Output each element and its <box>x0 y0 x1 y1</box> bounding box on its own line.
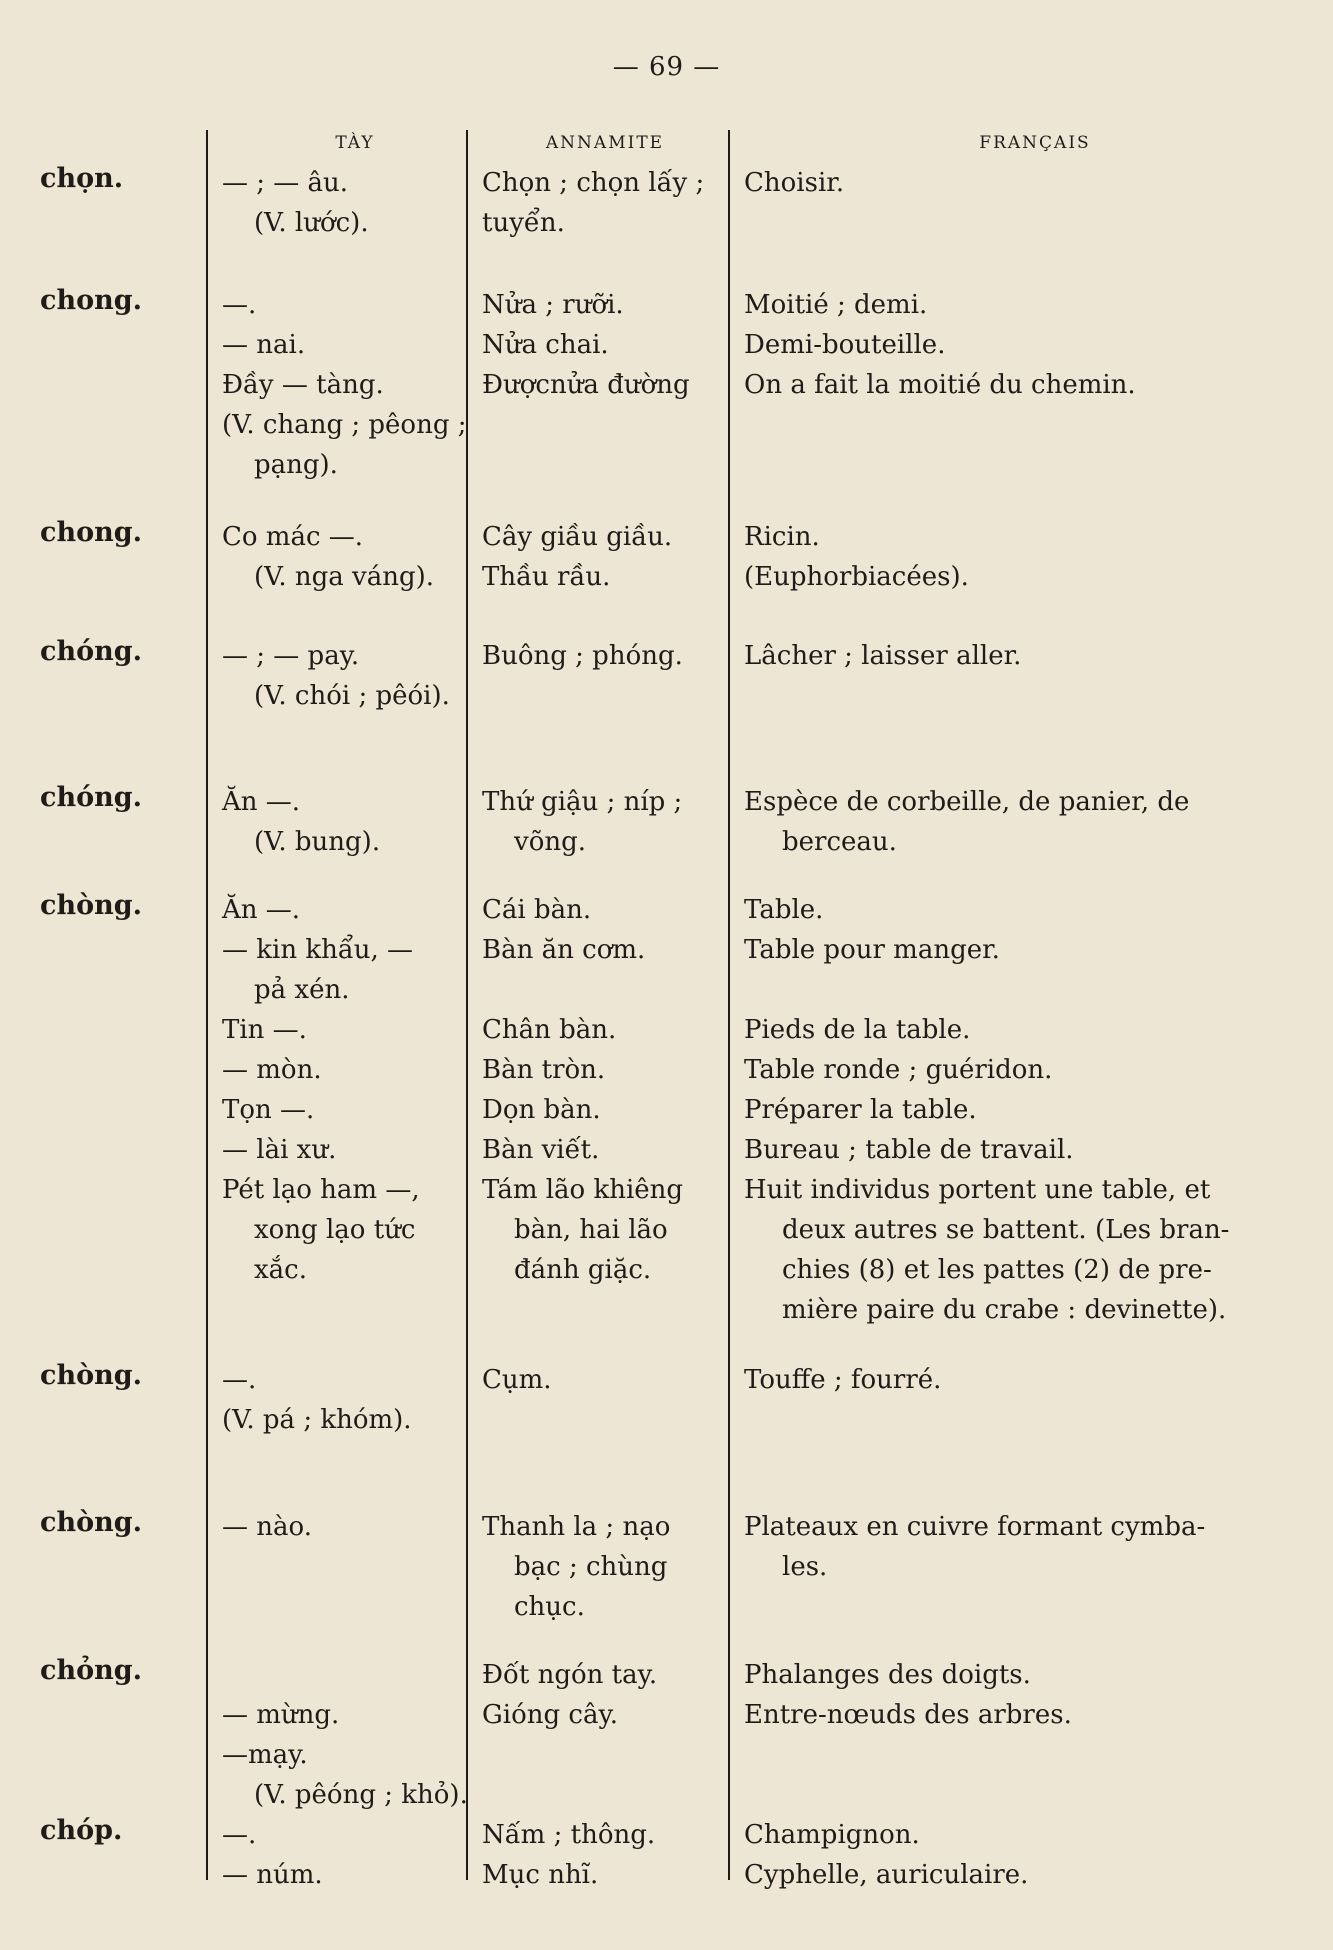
text-line: Lâcher ; laisser aller. <box>744 641 1022 671</box>
francais-column <box>744 890 1230 1330</box>
text-line: Espèce de corbeille, de panier, de <box>744 787 1190 817</box>
text-line <box>222 1655 467 1695</box>
text-line: —. <box>222 1365 257 1395</box>
text-line: les. <box>782 1552 828 1582</box>
text-line: mière paire du crabe : devinette). <box>782 1295 1227 1325</box>
headword: chong. <box>40 285 142 316</box>
headword: chóp. <box>40 1815 123 1846</box>
headword: chòng. <box>40 890 142 921</box>
text-line: Table. <box>744 895 824 925</box>
text-line <box>744 970 1224 1010</box>
text-line: Cây giầu giầu. <box>482 522 673 552</box>
francais-column <box>744 1815 1224 1895</box>
tay-column <box>222 636 467 716</box>
headword: chòng. <box>40 1507 142 1538</box>
text-line: Buông ; phóng. <box>482 641 683 671</box>
text-line: Table ronde ; guéridon. <box>744 1055 1053 1085</box>
text-line: Thầu rầu. <box>482 562 611 592</box>
text-line: Moitié ; demi. <box>744 290 928 320</box>
text-line: Table pour manger. <box>744 935 1000 965</box>
text-line: Ricin. <box>744 522 820 552</box>
text-line: Préparer la table. <box>744 1095 977 1125</box>
text-line: tuyển. <box>482 208 565 238</box>
text-line: Plateaux en cuivre formant cymba- <box>744 1512 1206 1542</box>
text-line: võng. <box>514 827 586 857</box>
annamite-column <box>482 1360 727 1400</box>
text-line: Dọn bàn. <box>482 1095 601 1125</box>
headword: chóng. <box>40 636 142 667</box>
annamite-column <box>482 517 727 597</box>
text-line: Nửa chai. <box>482 330 609 360</box>
text-line: Cụm. <box>482 1365 552 1395</box>
annamite-column <box>482 636 727 676</box>
text-line: (Euphorbiacées). <box>744 562 969 592</box>
text-line: — lài xư. <box>222 1135 337 1165</box>
annamite-column <box>482 890 727 1290</box>
text-line: —. <box>222 1820 257 1850</box>
text-line: On a fait la moitié du chemin. <box>744 370 1136 400</box>
headword: chong. <box>40 517 142 548</box>
annamite-column <box>482 1507 727 1627</box>
francais-column <box>744 782 1224 862</box>
text-line: Gióng cây. <box>482 1700 618 1730</box>
tay-column <box>222 285 467 485</box>
francais-column <box>744 636 1224 676</box>
francais-column <box>744 163 1224 203</box>
text-line: Cyphelle, auriculaire. <box>744 1860 1029 1890</box>
text-line: Cái bàn. <box>482 895 592 925</box>
headword: chóng. <box>40 782 142 813</box>
text-line: Phalanges des doigts. <box>744 1660 1031 1690</box>
text-line: Tám lão khiêng <box>482 1175 684 1205</box>
text-line: — mòn. <box>222 1055 322 1085</box>
text-line: Pieds de la table. <box>744 1015 971 1045</box>
text-line: —. <box>222 290 257 320</box>
text-line: Chọn ; chọn lấy ; <box>482 168 705 198</box>
text-line: Bureau ; table de travail. <box>744 1135 1074 1165</box>
francais-column <box>744 1655 1224 1735</box>
tay-column <box>222 890 467 1290</box>
text-line: bạc ; chùng <box>514 1552 668 1582</box>
text-line: Bàn viết. <box>482 1135 600 1165</box>
text-line: Champignon. <box>744 1820 920 1850</box>
annamite-column <box>482 163 727 243</box>
tay-column <box>222 1360 467 1440</box>
francais-column <box>744 1507 1224 1587</box>
text-line: Choisir. <box>744 168 845 198</box>
text-line: Pét lạo ham —, <box>222 1175 420 1205</box>
text-line: Bàn ăn cơm. <box>482 935 646 965</box>
text-line: — ; — âu. <box>222 168 349 198</box>
text-line: Chân bàn. <box>482 1015 617 1045</box>
text-line: — kin khẩu, — <box>222 935 414 965</box>
text-line: Thanh la ; nạo <box>482 1512 671 1542</box>
text-line: Huit individus portent une table, et <box>744 1175 1211 1205</box>
text-line <box>482 970 727 1010</box>
tay-column <box>222 517 467 597</box>
header-annamite: ANNAMITE <box>545 133 665 153</box>
header-francais: FRANÇAIS <box>979 133 1091 153</box>
text-line: Demi-bouteille. <box>744 330 946 360</box>
annamite-column <box>482 782 727 862</box>
text-line: Touffe ; fourré. <box>744 1365 942 1395</box>
annamite-column <box>482 1815 727 1895</box>
text-line: Đốt ngón tay. <box>482 1660 658 1690</box>
text-line: chục. <box>514 1592 585 1622</box>
annamite-column <box>482 285 727 405</box>
text-line: — ; — pay. <box>222 641 360 671</box>
francais-column <box>744 1360 1224 1400</box>
text-line: (V. bung). <box>254 827 381 857</box>
text-line: xắc. <box>254 1255 307 1285</box>
text-line: (V. pêóng ; khỏ). <box>254 1780 468 1810</box>
text-line: pạng). <box>254 450 338 480</box>
text-line: — mừng. <box>222 1700 340 1730</box>
text-line: Tọn —. <box>222 1095 315 1125</box>
text-line: Nửa ; rưỡi. <box>482 290 624 320</box>
text-line: Nấm ; thông. <box>482 1820 656 1850</box>
text-line: — nai. <box>222 330 306 360</box>
headword: chọn. <box>40 163 124 194</box>
tay-column <box>222 1507 467 1547</box>
column-divider-3 <box>728 130 730 1880</box>
header-tay: TÀY <box>335 133 375 153</box>
text-line: bàn, hai lão <box>514 1215 668 1245</box>
text-line: (V. nga váng). <box>254 562 435 592</box>
column-divider-1 <box>206 130 208 1880</box>
text-line: đánh giặc. <box>514 1255 652 1285</box>
text-line: Đượcnửa đường <box>482 370 690 400</box>
text-line: (V. chói ; pêói). <box>254 681 450 711</box>
text-line: Ăn —. <box>222 787 301 817</box>
text-line: (V. chang ; pêong ; <box>222 410 467 440</box>
text-line: chies (8) et les pattes (2) de pre- <box>782 1255 1212 1285</box>
text-line: (V. lước). <box>254 208 369 238</box>
text-line: berceau. <box>782 827 897 857</box>
text-line: (V. pá ; khóm). <box>222 1405 412 1435</box>
headword: chòng. <box>40 1360 142 1391</box>
tay-column <box>222 1815 467 1895</box>
text-line: Đầy — tàng. <box>222 370 384 400</box>
text-line: Ăn —. <box>222 895 301 925</box>
text-line: Entre-nœuds des arbres. <box>744 1700 1072 1730</box>
tay-column <box>222 163 467 243</box>
francais-column <box>744 285 1224 405</box>
headword: chỏng. <box>40 1655 142 1686</box>
annamite-column <box>482 1655 727 1735</box>
text-line: pả xén. <box>254 975 350 1005</box>
text-line: Co mác —. <box>222 522 364 552</box>
text-line: deux autres se battent. (Les bran- <box>782 1215 1230 1245</box>
text-line: Mục nhĩ. <box>482 1860 599 1890</box>
page-number: — 69 — <box>612 52 721 82</box>
text-line: Thứ giậu ; níp ; <box>482 787 683 817</box>
text-line: Bàn tròn. <box>482 1055 606 1085</box>
text-line: Tin —. <box>222 1015 307 1045</box>
text-line: —mạy. <box>222 1740 308 1770</box>
text-line: — núm. <box>222 1860 323 1890</box>
text-line: — nào. <box>222 1512 312 1542</box>
tay-column <box>222 782 467 862</box>
francais-column <box>744 517 1224 597</box>
tay-column <box>222 1655 467 1815</box>
text-line: xong lạo tức <box>254 1215 416 1245</box>
